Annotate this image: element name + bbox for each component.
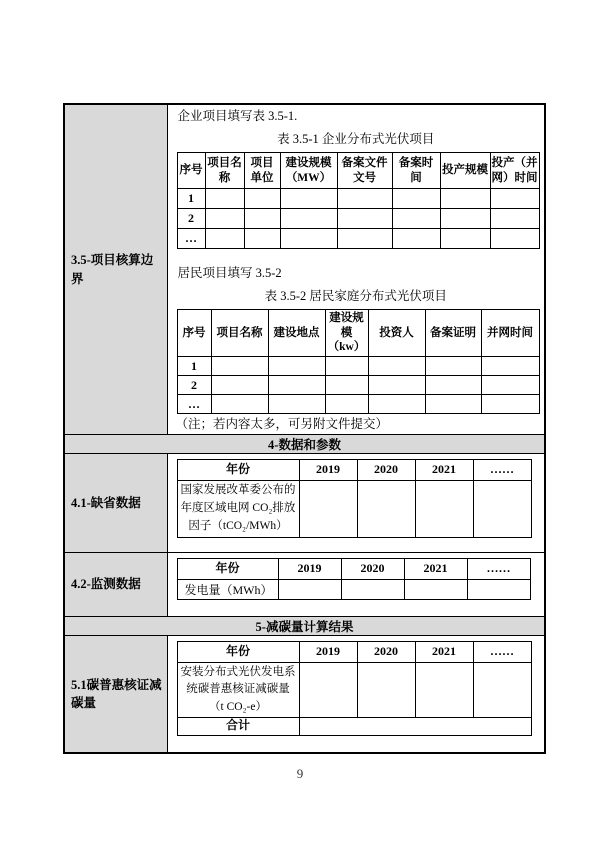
empty-cell bbox=[467, 580, 530, 600]
empty-cell bbox=[337, 209, 392, 229]
year-label-cell: 年份 bbox=[177, 460, 299, 481]
year-cell: …… bbox=[473, 642, 531, 663]
index-cell: 1 bbox=[177, 189, 205, 209]
index-cell: 2 bbox=[177, 209, 205, 229]
resident-table-caption: 表 3.5-2 居民家庭分布式光伏项目 bbox=[264, 289, 447, 303]
header-cell: 备案时间 bbox=[392, 153, 440, 189]
empty-cell bbox=[415, 663, 473, 718]
table-enterprise-pv bbox=[177, 152, 540, 249]
enterprise-table-caption: 表 3.5-1 企业分布式光伏项目 bbox=[277, 132, 435, 146]
empty-cell bbox=[325, 376, 368, 395]
parameter-label-cell: 发电量（MWh） bbox=[177, 580, 278, 600]
row-default-data bbox=[64, 454, 545, 553]
total-row bbox=[177, 717, 531, 735]
empty-cell bbox=[337, 229, 392, 249]
year-header-row bbox=[177, 642, 531, 663]
empty-cell bbox=[473, 663, 531, 718]
attachment-note: （注；若内容太多，可另附文件提交） bbox=[175, 417, 389, 431]
row-label-project-boundary: 3.5-项目核算边界 bbox=[64, 104, 167, 435]
empty-cell bbox=[211, 357, 268, 376]
section-header-reduction-result: 5-减碳量计算结果 bbox=[64, 617, 545, 636]
empty-cell bbox=[278, 580, 341, 600]
table-default-data bbox=[177, 459, 532, 538]
year-cell: 2019 bbox=[299, 460, 357, 481]
empty-cell bbox=[490, 209, 539, 229]
index-cell: 1 bbox=[177, 357, 211, 376]
empty-cell bbox=[481, 395, 539, 414]
empty-cell bbox=[481, 357, 539, 376]
empty-cell bbox=[425, 357, 481, 376]
empty-cell bbox=[392, 229, 440, 249]
empty-cell bbox=[205, 229, 244, 249]
empty-cell bbox=[425, 376, 481, 395]
header-cell: 投资人 bbox=[368, 310, 425, 357]
empty-cell bbox=[368, 376, 425, 395]
header-cell: 建设地点 bbox=[268, 310, 325, 357]
empty-cell bbox=[341, 580, 404, 600]
table-verified-reduction bbox=[177, 641, 532, 736]
table-row bbox=[177, 229, 539, 249]
empty-cell bbox=[244, 209, 280, 229]
empty-cell bbox=[325, 357, 368, 376]
parameter-label-cell: 安装分布式光伏发电系统碳普惠核证减碳量（t CO₂-e） bbox=[177, 663, 299, 718]
year-cell: 2019 bbox=[299, 642, 357, 663]
table-row bbox=[177, 580, 530, 600]
parameter-label-cell: 国家发展改革委公布的年度区域电网 CO₂排放因子（tCO₂/MWh） bbox=[177, 481, 299, 538]
empty-cell bbox=[244, 189, 280, 209]
header-cell: 建设规模（kw） bbox=[325, 310, 368, 357]
header-cell: 投产规模 bbox=[440, 153, 490, 189]
row-monitoring-data bbox=[64, 553, 545, 617]
year-header-row bbox=[177, 460, 531, 481]
empty-cell bbox=[425, 395, 481, 414]
empty-cell bbox=[299, 663, 357, 718]
header-cell: 序号 bbox=[177, 153, 205, 189]
header-cell: 建设规模（MW） bbox=[280, 153, 337, 189]
empty-cell bbox=[481, 376, 539, 395]
year-cell: …… bbox=[467, 559, 530, 580]
header-cell: 项目名称 bbox=[205, 153, 244, 189]
empty-cell bbox=[440, 209, 490, 229]
total-value-cell bbox=[299, 717, 531, 735]
table-monitoring-data bbox=[177, 558, 531, 600]
resident-table-header-row bbox=[177, 310, 539, 357]
empty-cell bbox=[473, 481, 531, 538]
empty-cell bbox=[205, 189, 244, 209]
empty-cell bbox=[205, 209, 244, 229]
page-number: 9 bbox=[296, 766, 304, 781]
empty-cell bbox=[280, 189, 337, 209]
enterprise-intro-text: 企业项目填写表 3.5-1. bbox=[177, 109, 298, 123]
table-row bbox=[177, 395, 539, 414]
year-cell: 2020 bbox=[341, 559, 404, 580]
year-header-row bbox=[177, 559, 530, 580]
empty-cell bbox=[357, 663, 415, 718]
empty-cell bbox=[368, 395, 425, 414]
empty-cell bbox=[299, 481, 357, 538]
empty-cell bbox=[268, 357, 325, 376]
empty-cell bbox=[268, 395, 325, 414]
project-boundary-content bbox=[167, 104, 545, 435]
year-cell: 2021 bbox=[415, 642, 473, 663]
section-header-data-params: 4-数据和参数 bbox=[64, 435, 545, 454]
table-resident-pv bbox=[177, 309, 540, 414]
table-row bbox=[177, 209, 539, 229]
table-row bbox=[177, 663, 531, 718]
row-section-4 bbox=[64, 435, 545, 454]
empty-cell bbox=[337, 189, 392, 209]
total-label-cell: 合计 bbox=[177, 717, 299, 735]
year-cell: …… bbox=[473, 460, 531, 481]
empty-cell bbox=[244, 229, 280, 249]
form-outer-table bbox=[63, 103, 546, 754]
index-cell: 2 bbox=[177, 376, 211, 395]
monitoring-data-content bbox=[167, 553, 545, 617]
empty-cell bbox=[211, 395, 268, 414]
row-section-5 bbox=[64, 617, 545, 636]
year-cell: 2020 bbox=[357, 642, 415, 663]
header-cell: 项目名称 bbox=[211, 310, 268, 357]
empty-cell bbox=[440, 189, 490, 209]
empty-cell bbox=[368, 357, 425, 376]
empty-cell bbox=[415, 481, 473, 538]
empty-cell bbox=[404, 580, 467, 600]
header-cell: 备案证明 bbox=[425, 310, 481, 357]
row-label-default-data: 4.1-缺省数据 bbox=[64, 454, 167, 553]
year-label-cell: 年份 bbox=[177, 642, 299, 663]
enterprise-table-header-row bbox=[177, 153, 539, 189]
header-cell: 投产（并网）时间 bbox=[490, 153, 539, 189]
empty-cell bbox=[280, 209, 337, 229]
table-row bbox=[177, 357, 539, 376]
table-row bbox=[177, 376, 539, 395]
table-row bbox=[177, 189, 539, 209]
resident-intro-text: 居民项目填写 3.5-2 bbox=[177, 266, 282, 280]
empty-cell bbox=[357, 481, 415, 538]
year-label-cell: 年份 bbox=[177, 559, 278, 580]
year-cell: 2021 bbox=[404, 559, 467, 580]
index-cell: … bbox=[177, 229, 205, 249]
empty-cell bbox=[392, 209, 440, 229]
row-verified-reduction bbox=[64, 636, 545, 753]
header-cell: 备案文件文号 bbox=[337, 153, 392, 189]
empty-cell bbox=[280, 229, 337, 249]
index-cell: … bbox=[177, 395, 211, 414]
header-cell: 并网时间 bbox=[481, 310, 539, 357]
empty-cell bbox=[268, 376, 325, 395]
default-data-content bbox=[167, 454, 545, 553]
row-project-boundary bbox=[64, 104, 545, 435]
empty-cell bbox=[392, 189, 440, 209]
header-cell: 项目单位 bbox=[244, 153, 280, 189]
empty-cell bbox=[325, 395, 368, 414]
row-label-verified-reduction: 5.1碳普惠核证减碳量 bbox=[64, 636, 167, 753]
empty-cell bbox=[440, 229, 490, 249]
year-cell: 2021 bbox=[415, 460, 473, 481]
empty-cell bbox=[211, 376, 268, 395]
empty-cell bbox=[490, 189, 539, 209]
year-cell: 2019 bbox=[278, 559, 341, 580]
verified-reduction-content bbox=[167, 636, 545, 753]
table-row bbox=[177, 481, 531, 538]
row-label-monitoring-data: 4.2-监测数据 bbox=[64, 553, 167, 617]
header-cell: 序号 bbox=[177, 310, 211, 357]
year-cell: 2020 bbox=[357, 460, 415, 481]
empty-cell bbox=[490, 229, 539, 249]
